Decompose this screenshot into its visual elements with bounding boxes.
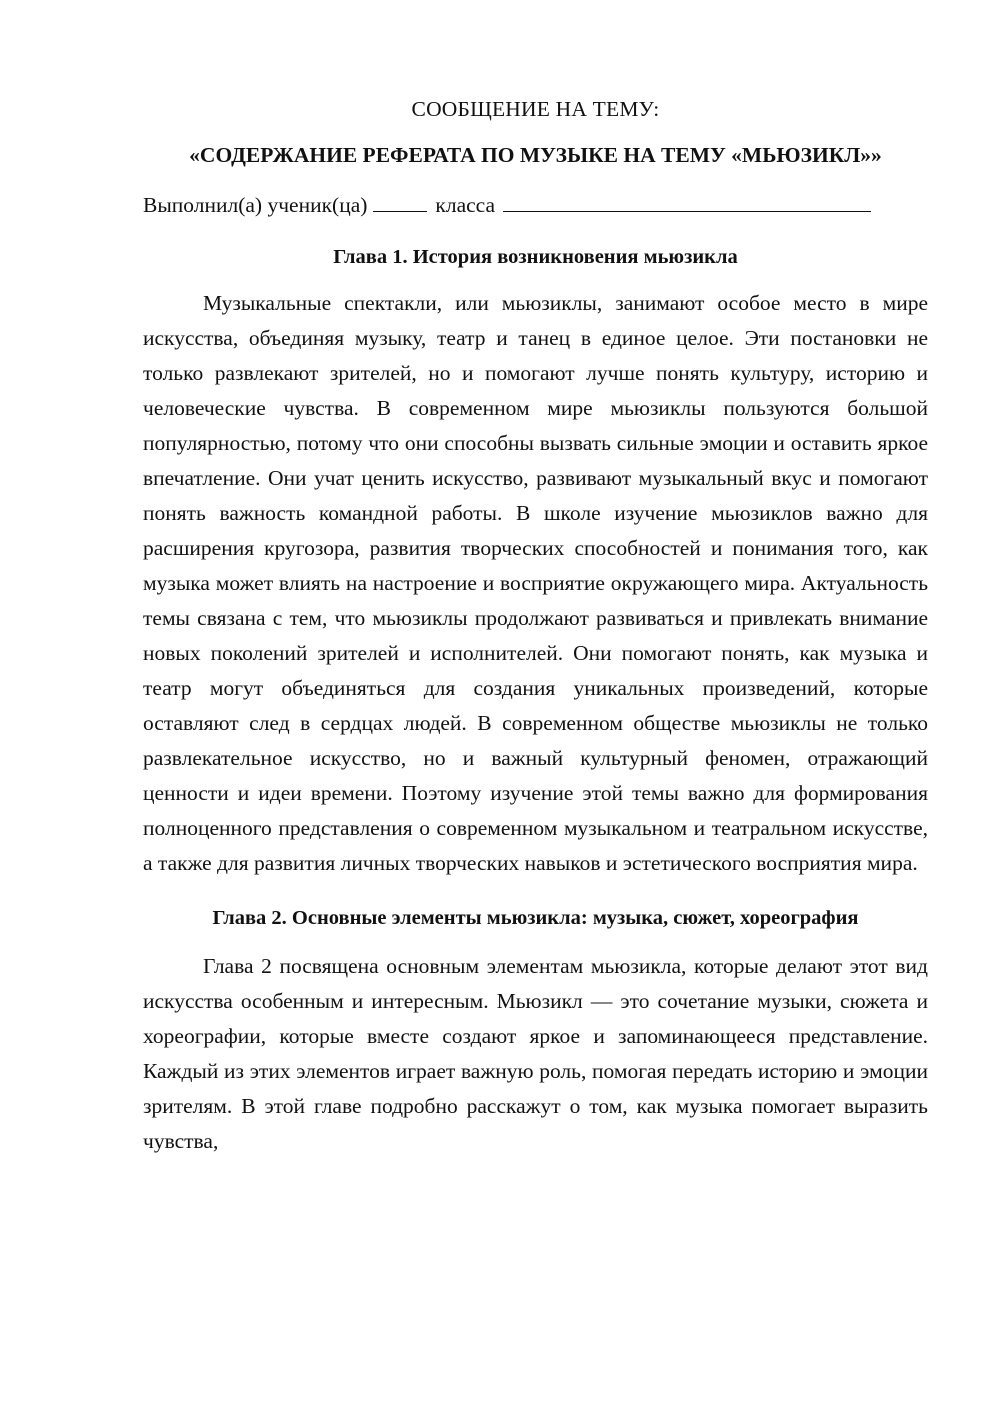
- class-label: класса: [435, 193, 496, 217]
- chapter-1-paragraph: Музыкальные спектакли, или мьюзиклы, занимают особое место в мире искусства, объединяя музыку, театр и танец в единое целое. Эти постановки не только развлекают зрителей, но и помогают лучше понять культуру, историю и человеческие чувства. В современном мире мьюзиклы пользуются большой популярностью, потому что они способны вызвать сильные эмоции и оставить яркое впечатление. Они учат ценить искусство, развивают музыкальный вкус и помогают понять важность командной работы. В школе изучение мьюзиклов важно для расширения кругозора, развития творческих способностей и понимания того, как музыка может влиять на настроение и восприятие окружающего мира. Актуальность темы связана с тем, что мьюзиклы продолжают развиваться и привлекать внимание новых поколений зрителей и исполнителей. Они помогают понять, как музыка и театр могут объединяться для создания уникальных произведений, которые оставляют след в сердцах людей. В современном обществе мьюзиклы не только развлекательное искусство, но и важный культурный феномен, отражающий ценности и идеи времени. Поэтому изучение этой темы важно для формирования полноценного представления о современном музыкальном и театральном искусстве, а также для развития личных творческих навыков и эстетического восприятия мира.: [143, 291, 928, 875]
- chapter-2-heading: Глава 2. Основные элементы мьюзикла: музыка, сюжет, хореография: [212, 907, 859, 929]
- chapter-2-paragraph: Глава 2 посвящена основным элементам мьюзикла, которые делают этот вид искусства особенным и интересным. Мьюзикл — это сочетание музыки, сюжета и хореографии, которые вместе создают яркое и запоминающееся представление. Каждый из этих элементов играет важную роль, помогая передать историю и эмоции зрителям. В этой главе подробно расскажут о том, как музыка помогает выразить чувства,: [143, 954, 928, 1153]
- document-header: СООБЩЕНИЕ НА ТЕМУ:: [411, 97, 660, 121]
- grade-blank: [373, 190, 427, 212]
- chapter-1-heading: Глава 1. История возникновения мьюзикла: [333, 246, 738, 268]
- name-blank: [503, 190, 871, 212]
- document-page: [143, 94, 928, 1159]
- document-title: «СОДЕРЖАНИЕ РЕФЕРАТА ПО МУЗЫКЕ НА ТЕМУ «МЬЮЗИКЛ»»: [189, 143, 882, 167]
- author-prefix: Выполнил(а) ученик(ца): [143, 193, 368, 217]
- author-line: [143, 190, 928, 220]
